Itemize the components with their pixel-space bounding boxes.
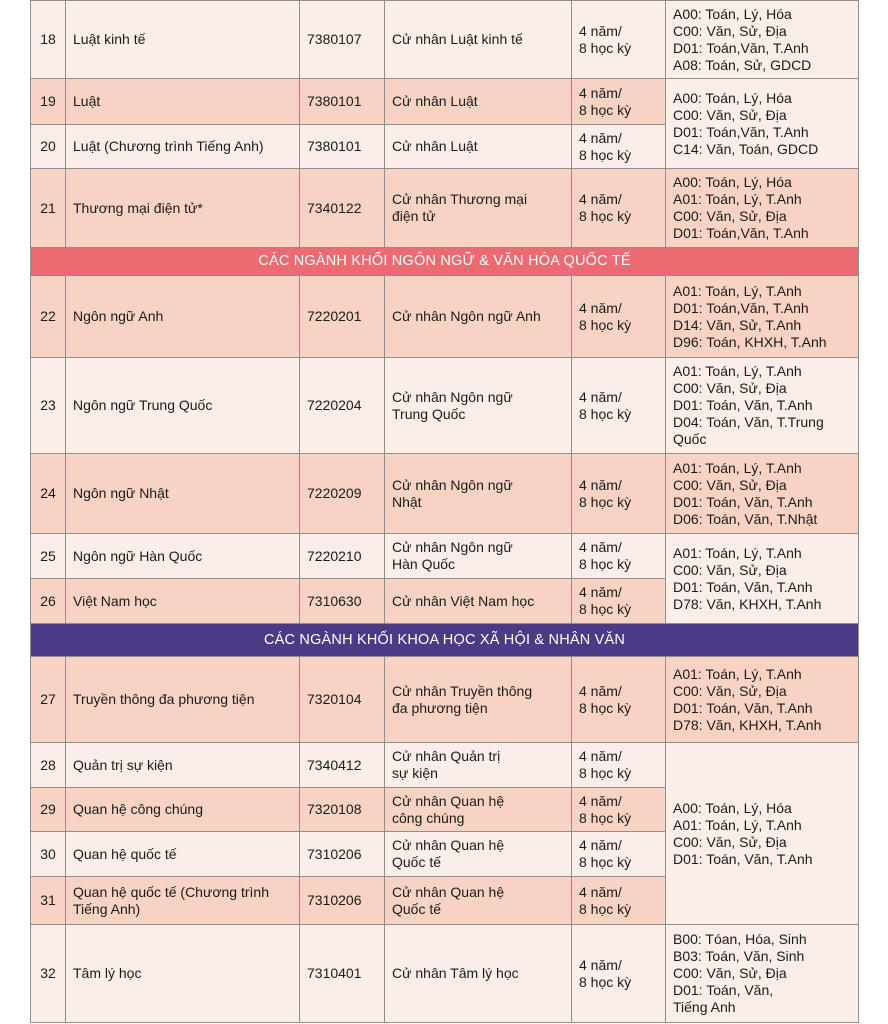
major-name: Quan hệ quốc tế (66, 832, 300, 877)
subject-combinations: A00: Toán, Lý, Hóa C00: Văn, Sử, Địa D01: Toán,Văn, T.Anh C14: Văn, Toán, GDCD (666, 79, 859, 169)
study-duration: 4 năm/ 8 học kỳ (572, 534, 666, 579)
major-name: Luật kinh tế (66, 1, 300, 79)
major-name: Ngôn ngữ Nhật (66, 454, 300, 534)
major-code: 7220209 (300, 454, 385, 534)
degree-title: Cử nhân Luật (385, 125, 572, 169)
study-duration: 4 năm/ 8 học kỳ (572, 788, 666, 832)
major-name: Ngôn ngữ Hàn Quốc (66, 534, 300, 579)
degree-title: Cử nhân Truyền thông đa phương tiện (385, 657, 572, 743)
degree-title: Cử nhân Quan hệ công chúng (385, 788, 572, 832)
subject-combinations: A00: Toán, Lý, Hóa A01: Toán, Lý, T.Anh C00: Văn, Sử, Địa D01: Toán, Văn, T.Anh (666, 743, 859, 925)
major-name: Ngôn ngữ Trung Quốc (66, 358, 300, 454)
degree-title: Cử nhân Ngôn ngữ Trung Quốc (385, 358, 572, 454)
subject-combinations: A00: Toán, Lý, Hóa A01: Toán, Lý, T.Anh C00: Văn, Sử, Địa D01: Toán,Văn, T.Anh (666, 169, 859, 248)
major-name: Luật (Chương trình Tiếng Anh) (66, 125, 300, 169)
subject-combinations: A01: Toán, Lý, T.Anh C00: Văn, Sử, Địa D01: Toán, Văn, T.Anh D06: Toán, Văn, T.Nhật (666, 454, 859, 534)
major-name: Quản trị sự kiện (66, 743, 300, 788)
study-duration: 4 năm/ 8 học kỳ (572, 925, 666, 1023)
degree-title: Cử nhân Luật (385, 79, 572, 125)
subject-combinations: A01: Toán, Lý, T.Anh C00: Văn, Sử, Địa D01: Toán, Văn, T.Anh D04: Toán, Văn, T.Trung Quốc (666, 358, 859, 454)
row-number: 32 (31, 925, 66, 1023)
degree-title: Cử nhân Ngôn ngữ Nhật (385, 454, 572, 534)
row-number: 30 (31, 832, 66, 877)
study-duration: 4 năm/ 8 học kỳ (572, 579, 666, 624)
row-number: 22 (31, 276, 66, 358)
row-number: 26 (31, 579, 66, 624)
degree-title: Cử nhân Quan hệ Quốc tế (385, 832, 572, 877)
major-code: 7320104 (300, 657, 385, 743)
study-duration: 4 năm/ 8 học kỳ (572, 169, 666, 248)
study-duration: 4 năm/ 8 học kỳ (572, 276, 666, 358)
row-number: 25 (31, 534, 66, 579)
study-duration: 4 năm/ 8 học kỳ (572, 125, 666, 169)
major-name: Quan hệ công chúng (66, 788, 300, 832)
row-number: 19 (31, 79, 66, 125)
row-number: 21 (31, 169, 66, 248)
row-number: 20 (31, 125, 66, 169)
major-code: 7310206 (300, 832, 385, 877)
major-name: Luật (66, 79, 300, 125)
table-row (31, 743, 859, 788)
study-duration: 4 năm/ 8 học kỳ (572, 358, 666, 454)
row-number: 23 (31, 358, 66, 454)
major-code: 7220210 (300, 534, 385, 579)
table-row (31, 925, 859, 1023)
major-code: 7220201 (300, 276, 385, 358)
section-header (31, 248, 859, 276)
section-title: CÁC NGÀNH KHỐI NGÔN NGỮ & VĂN HÓA QUỐC TẾ (31, 248, 859, 276)
degree-title: Cử nhân Thương mại điện tử (385, 169, 572, 248)
major-code: 7380101 (300, 79, 385, 125)
row-number: 24 (31, 454, 66, 534)
subject-combinations: A01: Toán, Lý, T.Anh D01: Toán,Văn, T.Anh D14: Văn, Sử, T.Anh D96: Toán, KHXH, T.Anh (666, 276, 859, 358)
row-number: 18 (31, 1, 66, 79)
majors-table (30, 0, 859, 1023)
major-code: 7220204 (300, 358, 385, 454)
row-number: 29 (31, 788, 66, 832)
study-duration: 4 năm/ 8 học kỳ (572, 877, 666, 925)
table-row (31, 534, 859, 579)
row-number: 28 (31, 743, 66, 788)
major-code: 7310630 (300, 579, 385, 624)
row-number: 27 (31, 657, 66, 743)
table-row (31, 1, 859, 79)
major-name: Quan hệ quốc tế (Chương trình Tiếng Anh) (66, 877, 300, 925)
major-code: 7340412 (300, 743, 385, 788)
section-header (31, 624, 859, 657)
table-row (31, 79, 859, 125)
degree-title: Cử nhân Ngôn ngữ Hàn Quốc (385, 534, 572, 579)
subject-combinations: A01: Toán, Lý, T.Anh C00: Văn, Sử, Địa D01: Toán, Văn, T.Anh D78: Văn, KHXH, T.Anh (666, 534, 859, 624)
major-name: Thương mại điện tử* (66, 169, 300, 248)
table-row (31, 276, 859, 358)
study-duration: 4 năm/ 8 học kỳ (572, 743, 666, 788)
major-code: 7380107 (300, 1, 385, 79)
degree-title: Cử nhân Ngôn ngữ Anh (385, 276, 572, 358)
major-code: 7380101 (300, 125, 385, 169)
degree-title: Cử nhân Tâm lý học (385, 925, 572, 1023)
table-row (31, 358, 859, 454)
major-name: Truyền thông đa phương tiện (66, 657, 300, 743)
study-duration: 4 năm/ 8 học kỳ (572, 1, 666, 79)
major-name: Ngôn ngữ Anh (66, 276, 300, 358)
degree-title: Cử nhân Quản trị sự kiện (385, 743, 572, 788)
major-code: 7340122 (300, 169, 385, 248)
study-duration: 4 năm/ 8 học kỳ (572, 79, 666, 125)
table-row (31, 657, 859, 743)
major-code: 7320108 (300, 788, 385, 832)
table-row (31, 169, 859, 248)
subject-combinations: A01: Toán, Lý, T.Anh C00: Văn, Sử, Địa D01: Toán, Văn, T.Anh D78: Văn, KHXH, T.Anh (666, 657, 859, 743)
major-code: 7310206 (300, 877, 385, 925)
major-name: Việt Nam học (66, 579, 300, 624)
section-title: CÁC NGÀNH KHỐI KHOA HỌC XÃ HỘI & NHÂN VĂN (31, 624, 859, 657)
table-row (31, 454, 859, 534)
study-duration: 4 năm/ 8 học kỳ (572, 657, 666, 743)
degree-title: Cử nhân Việt Nam học (385, 579, 572, 624)
study-duration: 4 năm/ 8 học kỳ (572, 832, 666, 877)
study-duration: 4 năm/ 8 học kỳ (572, 454, 666, 534)
subject-combinations: A00: Toán, Lý, Hóa C00: Văn, Sử, Địa D01: Toán,Văn, T.Anh A08: Toán, Sử, GDCD (666, 1, 859, 79)
major-code: 7310401 (300, 925, 385, 1023)
degree-title: Cử nhân Luật kinh tế (385, 1, 572, 79)
row-number: 31 (31, 877, 66, 925)
subject-combinations: B00: Tóan, Hóa, Sinh B03: Toán, Văn, Sinh C00: Văn, Sử, Địa D01: Toán, Văn, Tiếng Anh (666, 925, 859, 1023)
major-name: Tâm lý học (66, 925, 300, 1023)
degree-title: Cử nhân Quan hệ Quốc tế (385, 877, 572, 925)
